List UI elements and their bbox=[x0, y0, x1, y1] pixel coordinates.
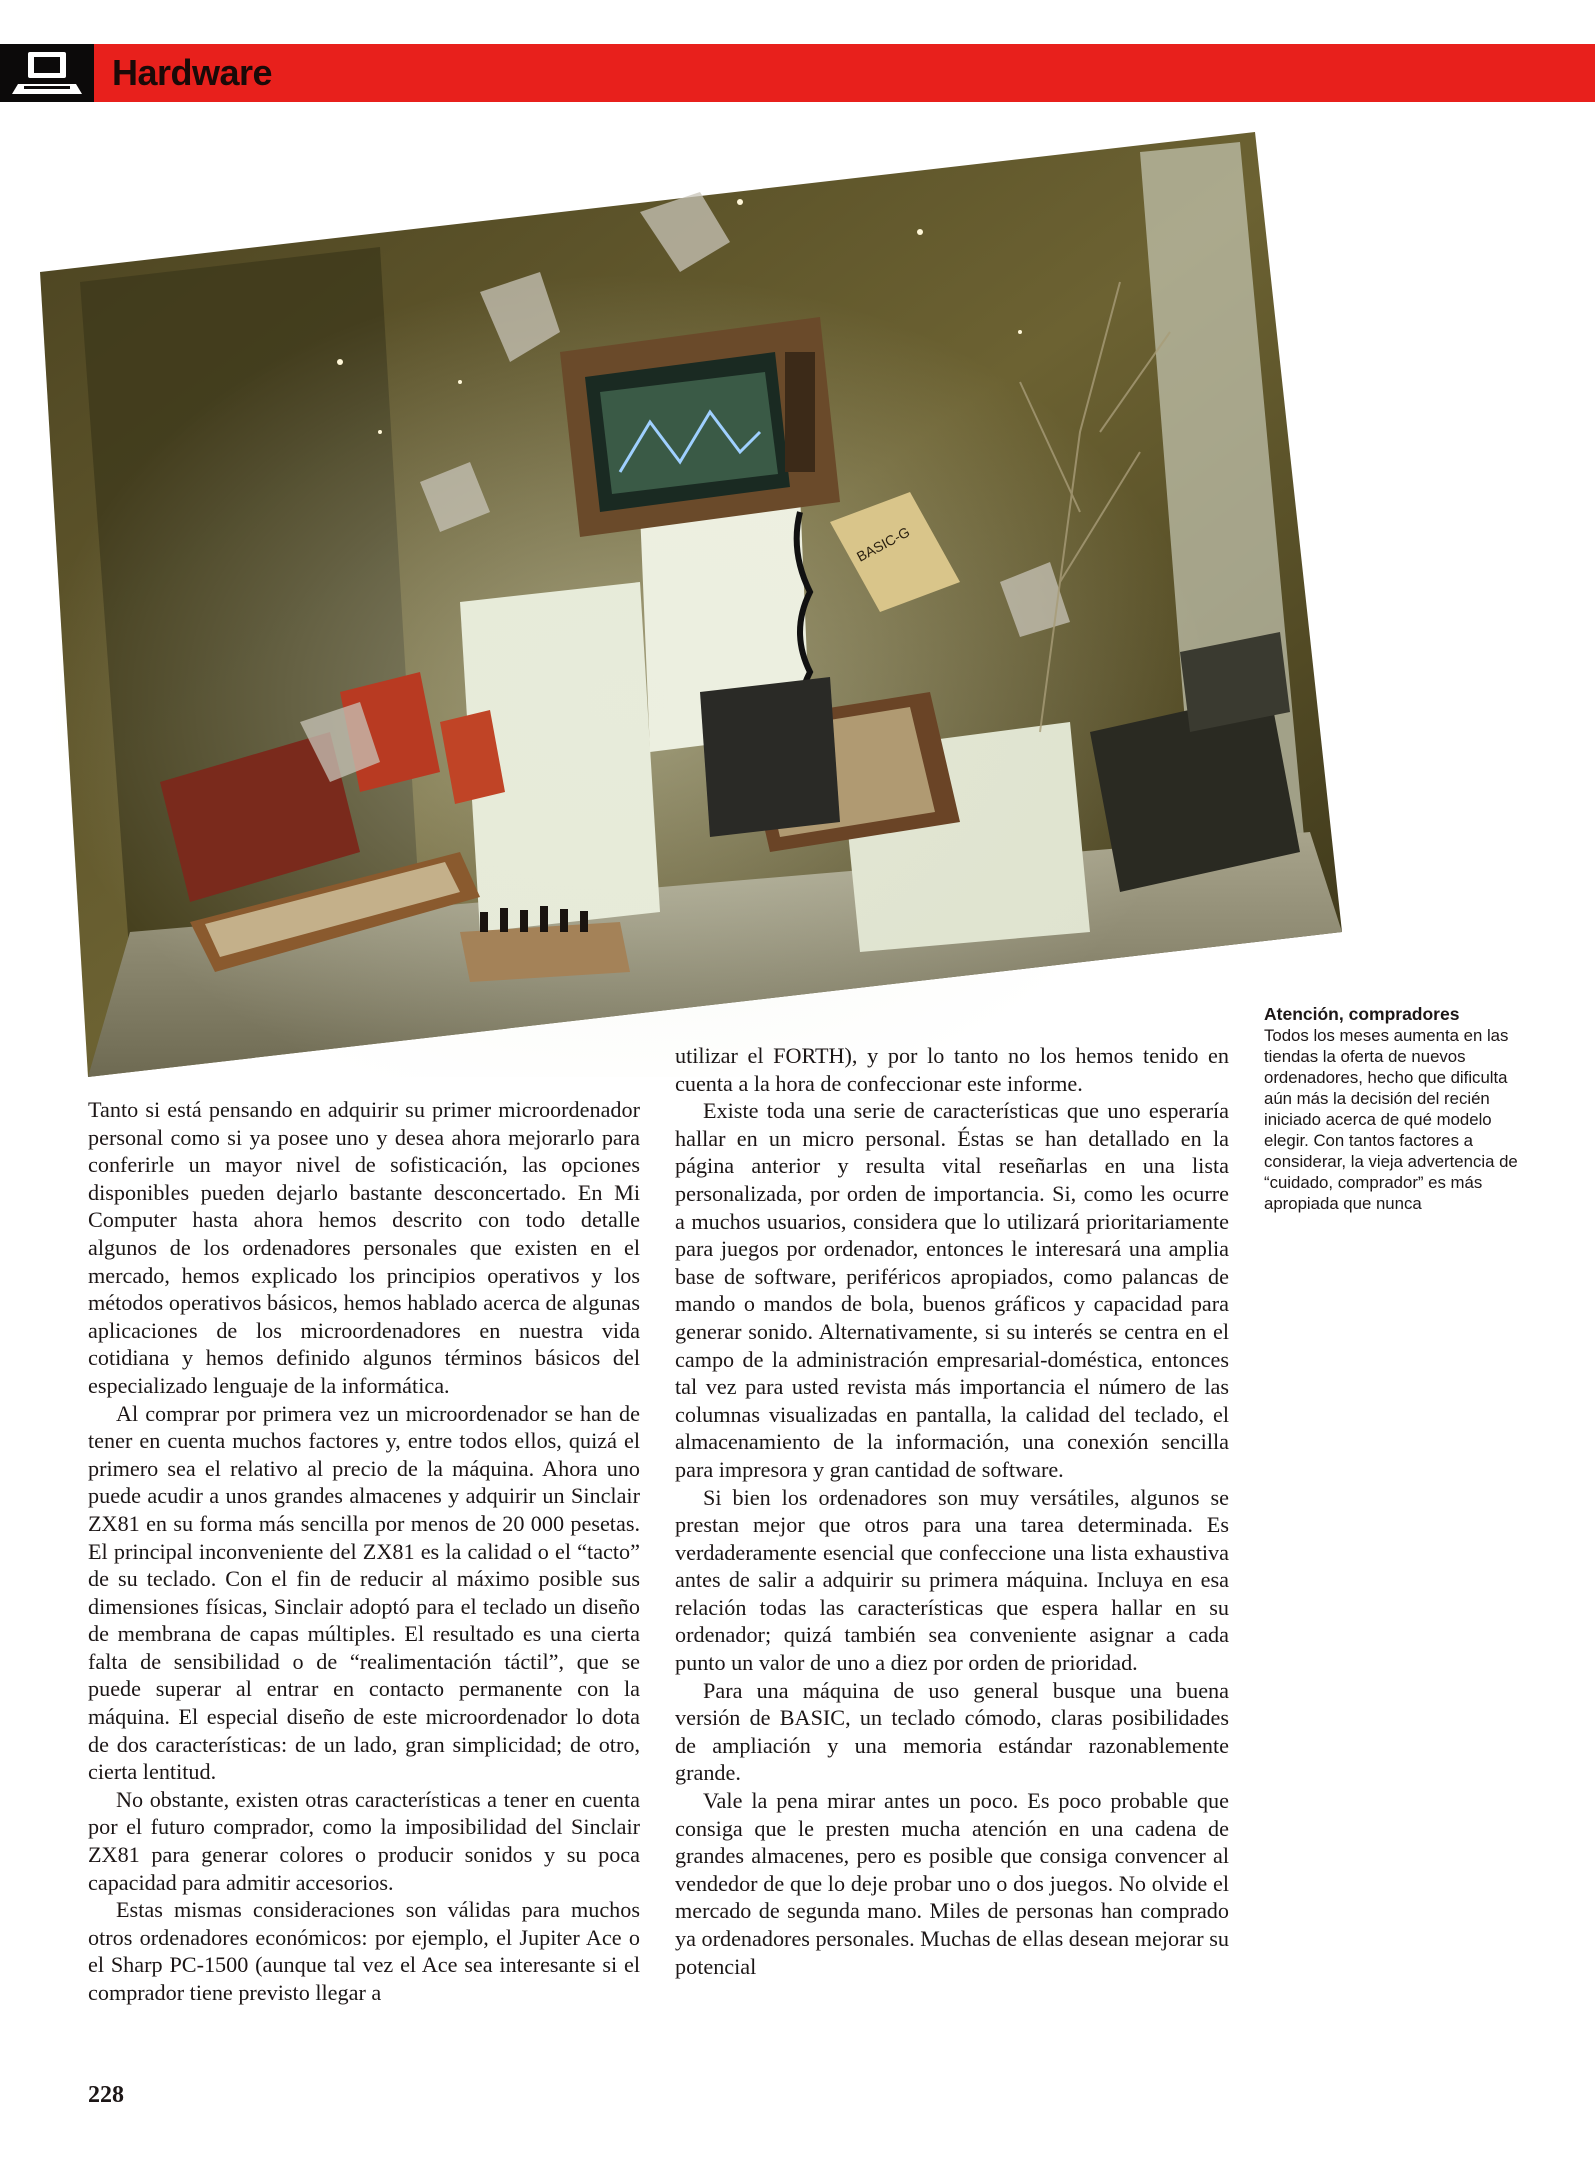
photo-computers-display bbox=[40, 132, 1342, 1077]
photo-caption bbox=[1264, 1004, 1532, 1214]
paragraph: No obstante, existen otras características a tener en cuenta por el futuro comprador, como la imposibilidad del Sinclair ZX81 para generar colores o producir sonidos y su poca capacidad para admitir accesorios. bbox=[88, 1786, 640, 1895]
caption-title: Atención, compradores bbox=[1264, 1004, 1460, 1024]
computer-icon bbox=[10, 50, 84, 96]
article-column-2 bbox=[675, 1042, 1229, 1980]
paragraph: Tanto si está pensando en adquirir su primer microordenador personal como si ya posee uno y desea ahora mejorarlo para conferirle un mayor nivel de sofisticación, las opciones disponibles pueden dejarlo bastante desconcertado. En Mi Computer hasta ahora hemos descrito con todo detalle algunos de los ordenadores personales que existen en el mercado, hemos explicado los principios operativos y los métodos operativos básicos, hemos hablado acerca de algunas aplicaciones de los microordenadores en nuestra vida cotidiana y hemos definido algunos términos básicos del especializado lenguaje de la informática. bbox=[88, 1097, 640, 1398]
caption-text: Todos los meses aumenta en las tiendas la oferta de nuevos ordenadores, hecho que dificulta aún más la decisión del recién iniciado acerca de qué modelo elegir. Con tantos factores a considerar, la vieja advertencia de “cuidado, comprador” es más apropiada que nunca bbox=[1264, 1026, 1518, 1213]
photo-box-label: BASIC-G bbox=[853, 523, 913, 565]
header-icon-block bbox=[0, 44, 94, 102]
paragraph: Estas mismas consideraciones son válidas para muchos otros ordenadores económicos: por ejemplo, el Jupiter Ace o el Sharp PC-1500 (aunque tal vez el Ace sea interesante si el comprador tiene previsto llegar a bbox=[88, 1897, 640, 2005]
article-column-1 bbox=[88, 1096, 640, 2007]
paragraph: utilizar el FORTH), y por lo tanto no los hemos tenido en cuenta a la hora de confeccionar este informe. bbox=[675, 1043, 1229, 1096]
section-title: Hardware bbox=[112, 52, 273, 93]
page-number: 228 bbox=[88, 2082, 124, 2108]
paragraph: Existe toda una serie de características que uno esperaría hallar en un micro personal. Éstas se han detallado en la página anterior y resulta vital reseñarlas en una lista personalizada, por orden de importancia. Si, como les ocurre a muchos usuarios, considera que lo utilizará prioritariamente para juegos por ordenador, entonces le interesará una amplia base de software, periféricos apropiados, como palancas de mando o mandos de bola, buenos gráficos y capacidad para generar sonido. Alternativamente, si su interés se centra en el campo de la administración empresarial-doméstica, entonces tal vez para usted revista más importancia el número de las columnas visualizadas en pantalla, la calidad del teclado, el almacenamiento de la información, una conexión sencilla para impresora y gran cantidad de software. bbox=[675, 1098, 1229, 1482]
paragraph: Vale la pena mirar antes un poco. Es poco probable que consiga que le presten mucha atención en una cadena de grandes almacenes, pero es posible que consiga convencer al vendedor de que lo deje probar uno o dos juegos. No olvide el mercado de segunda mano. Miles de personas han comprado ya ordenadores personales. Muchas de ellas desean mejorar su potencial bbox=[675, 1788, 1229, 1979]
paragraph: Si bien los ordenadores son muy versátiles, algunos se prestan mejor que otros para una tarea determinada. Es verdaderamente esencial que confeccione una lista exhaustiva antes de salir a adquirir su primera máquina. Incluya en esa relación todas las características que espera hallar en su ordenador; quizá también sea conveniente asignar a cada punto un valor de uno a diez por orden de prioridad. bbox=[675, 1484, 1229, 1676]
paragraph: Para una máquina de uso general busque una buena versión de BASIC, un teclado cómodo, claras posibilidades de ampliación y una memoria estándar razonablemente grande. bbox=[675, 1677, 1229, 1786]
paragraph: Al comprar por primera vez un microordenador se han de tener en cuenta muchos factores y, entre todos ellos, quizá el primero sea el relativo al precio de la máquina. Ahora uno puede acudir a unos grandes almacenes y adquirir un Sinclair ZX81 en su forma más sencilla por menos de 20 000 pesetas. El principal inconveniente del ZX81 es la calidad o el “tacto” de su teclado. Con el fin de reducir al máximo posible sus dimensiones físicas, Sinclair adoptó para el teclado un diseño de membrana de capas múltiples. El resultado es una cierta falta de sensibilidad o de “realimentación táctil”, que se puede superar al entrar en contacto permanente con la máquina. El especial diseño de este microordenador lo dota de dos características: de un lado, gran simplicidad; de otro, cierta lentitud. bbox=[88, 1400, 640, 1785]
